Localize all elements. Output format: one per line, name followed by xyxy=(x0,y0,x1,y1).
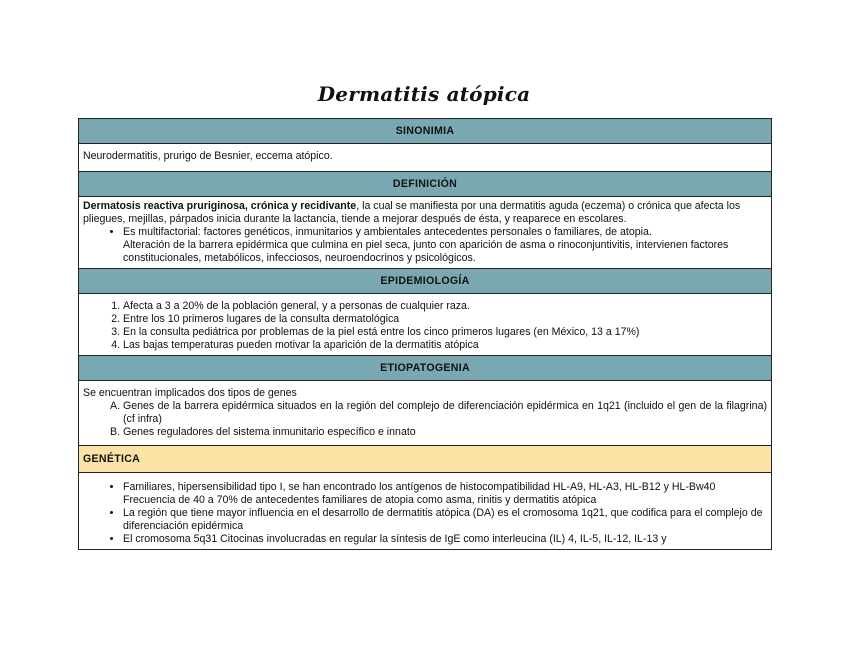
info-table xyxy=(78,118,772,550)
section-header-etiopatogenia xyxy=(79,356,772,381)
list-item: 2. Entre los 10 primeros lugares de la consulta dermatológica xyxy=(123,313,767,326)
definicion-lead-bold: Dermatosis reactiva pruriginosa, crónica y recidivante xyxy=(83,200,357,212)
section-header-sinonimia xyxy=(79,119,772,144)
section-header-definicion xyxy=(79,172,772,197)
etiopatogenia-intro: Se encuentran implicados dos tipos de genes xyxy=(83,387,297,399)
section-header-label: GENÉTICA xyxy=(79,446,772,473)
section-body-sinonimia xyxy=(79,144,772,172)
section-body-genetica xyxy=(79,473,772,550)
definicion-lead-rest: , la cual se manifiesta por una dermatitis aguda (eczema) o crónica que afecta los pliegues, mejillas, párpados inicia durante la lactancia, tiende a mejorar después de ésta, y reaparece en escolares. xyxy=(83,200,741,225)
list-item: • La región que tiene mayor influencia en el desarrollo de dermatitis atópica (DA) es el cromosoma 1q21, que codifica para el complejo de diferenciación epidérmica xyxy=(123,507,767,533)
section-body-definicion xyxy=(79,197,772,269)
section-header-label: EPIDEMIOLOGÍA xyxy=(79,269,772,294)
section-header-label: ETIOPATOGENIA xyxy=(79,356,772,381)
epidemiologia-list xyxy=(83,300,767,352)
list-item: • Es multifactorial: factores genéticos, inmunitarios y ambientales antecedentes personales o familiares, de atopia. Alteración de la barrera epidérmica que culmina en piel seca, junto con aparición de asma o rinoconjuntivitis, intervienen factores constitucionales, metabólicos, infecciosos, neuroendocrinos y psicológicos. xyxy=(123,226,767,265)
section-header-epidemiologia xyxy=(79,269,772,294)
list-item: • El cromosoma 5q31 Citocinas involucradas en regular la síntesis de IgE como interleucina (IL) 4, IL-5, IL-12, IL-13 y xyxy=(123,533,767,546)
section-body-epidemiologia xyxy=(79,294,772,356)
etiopatogenia-list xyxy=(83,400,767,439)
section-header-label: SINONIMIA xyxy=(79,119,772,144)
document-title: Dermatitis atópica xyxy=(317,82,531,106)
sinonimia-text: Neurodermatitis, prurigo de Besnier, eccema atópico. xyxy=(79,144,772,172)
section-body-etiopatogenia xyxy=(79,381,772,446)
list-item: • Familiares, hipersensibilidad tipo I, se han encontrado los antígenos de histocompatibilidad HL-A9, HL-A3, HL-B12 y HL-Bw40 Frecuencia de 40 a 70% de antecedentes familiares de atopia como asma, rinitis y dermatitis atópica xyxy=(123,481,767,507)
list-item: A. Genes de la barrera epidérmica situados en la región del complejo de diferenciación epidérmica en 1q21 (incluido el gen de la filagrina) (cf infra) xyxy=(123,400,767,426)
genetica-list xyxy=(83,481,767,546)
list-item: B. Genes reguladores del sistema inmunitario específico e innato xyxy=(123,426,767,439)
section-header-label: DEFINICIÓN xyxy=(79,172,772,197)
list-item: 4. Las bajas temperaturas pueden motivar la aparición de la dermatitis atópica xyxy=(123,339,767,352)
definicion-lead xyxy=(83,200,767,226)
definicion-list xyxy=(83,226,767,265)
section-header-genetica xyxy=(79,446,772,473)
list-item: 1. Afecta a 3 a 20% de la población general, y a personas de cualquier raza. xyxy=(123,300,767,313)
list-item: 3. En la consulta pediátrica por problemas de la piel está entre los cinco primeros lugares (en México, 13 a 17%) xyxy=(123,326,767,339)
